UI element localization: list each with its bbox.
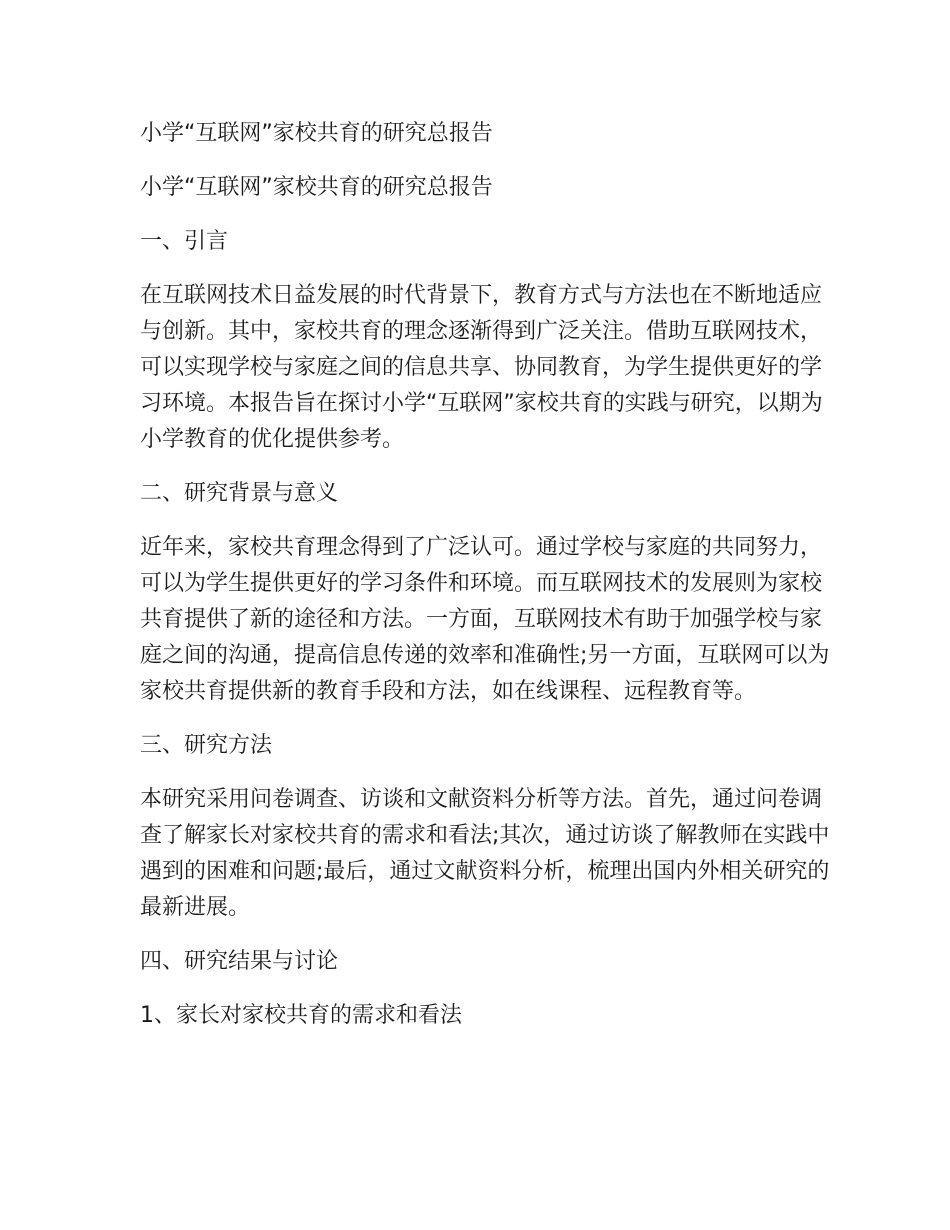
document-title: 小学“互联网”家校共育的研究总报告 [140,121,493,146]
document-page [140,116,830,1034]
section-subheading-parent-needs: 1、家长对家校共育的需求和看法 [140,1003,462,1028]
section-heading-methods: 三、研究方法 [140,733,273,758]
section-paragraph-introduction: 在互联网技术日益发展的时代背景下，教育方式与方法也在不断地适应与创新。其中，家校共育的理念逐渐得到广泛关注。借助互联网技术，可以实现学校与家庭之间的信息共享、协同教育，为学生提供更好的学习环境。本报告旨在探讨小学“互联网”家校共育的实践与研究，以期为小学教育的优化提供参考。 [140,283,823,452]
document-subtitle: 小学“互联网”家校共育的研究总报告 [140,175,493,200]
section-heading-introduction: 一、引言 [140,229,229,254]
section-heading-background: 二、研究背景与意义 [140,481,339,506]
section-paragraph-background: 近年来，家校共育理念得到了广泛认可。通过学校与家庭的共同努力，可以为学生提供更好的学习条件和环境。而互联网技术的发展则为家校共育提供了新的途径和方法。一方面，互联网技术有助于加强学校与家庭之间的沟通，提高信息传递的效率和准确性;另一方面，互联网可以为家校共育提供新的教育手段和方法，如在线课程、远程教育等。 [140,535,830,704]
section-paragraph-methods: 本研究采用问卷调查、访谈和文献资料分析等方法。首先，通过问卷调查了解家长对家校共育的需求和看法;其次，通过访谈了解教师在实践中遇到的困难和问题;最后，通过文献资料分析，梳理出国内外相关研究的最新进展。 [140,787,830,920]
section-heading-results: 四、研究结果与讨论 [140,949,339,974]
